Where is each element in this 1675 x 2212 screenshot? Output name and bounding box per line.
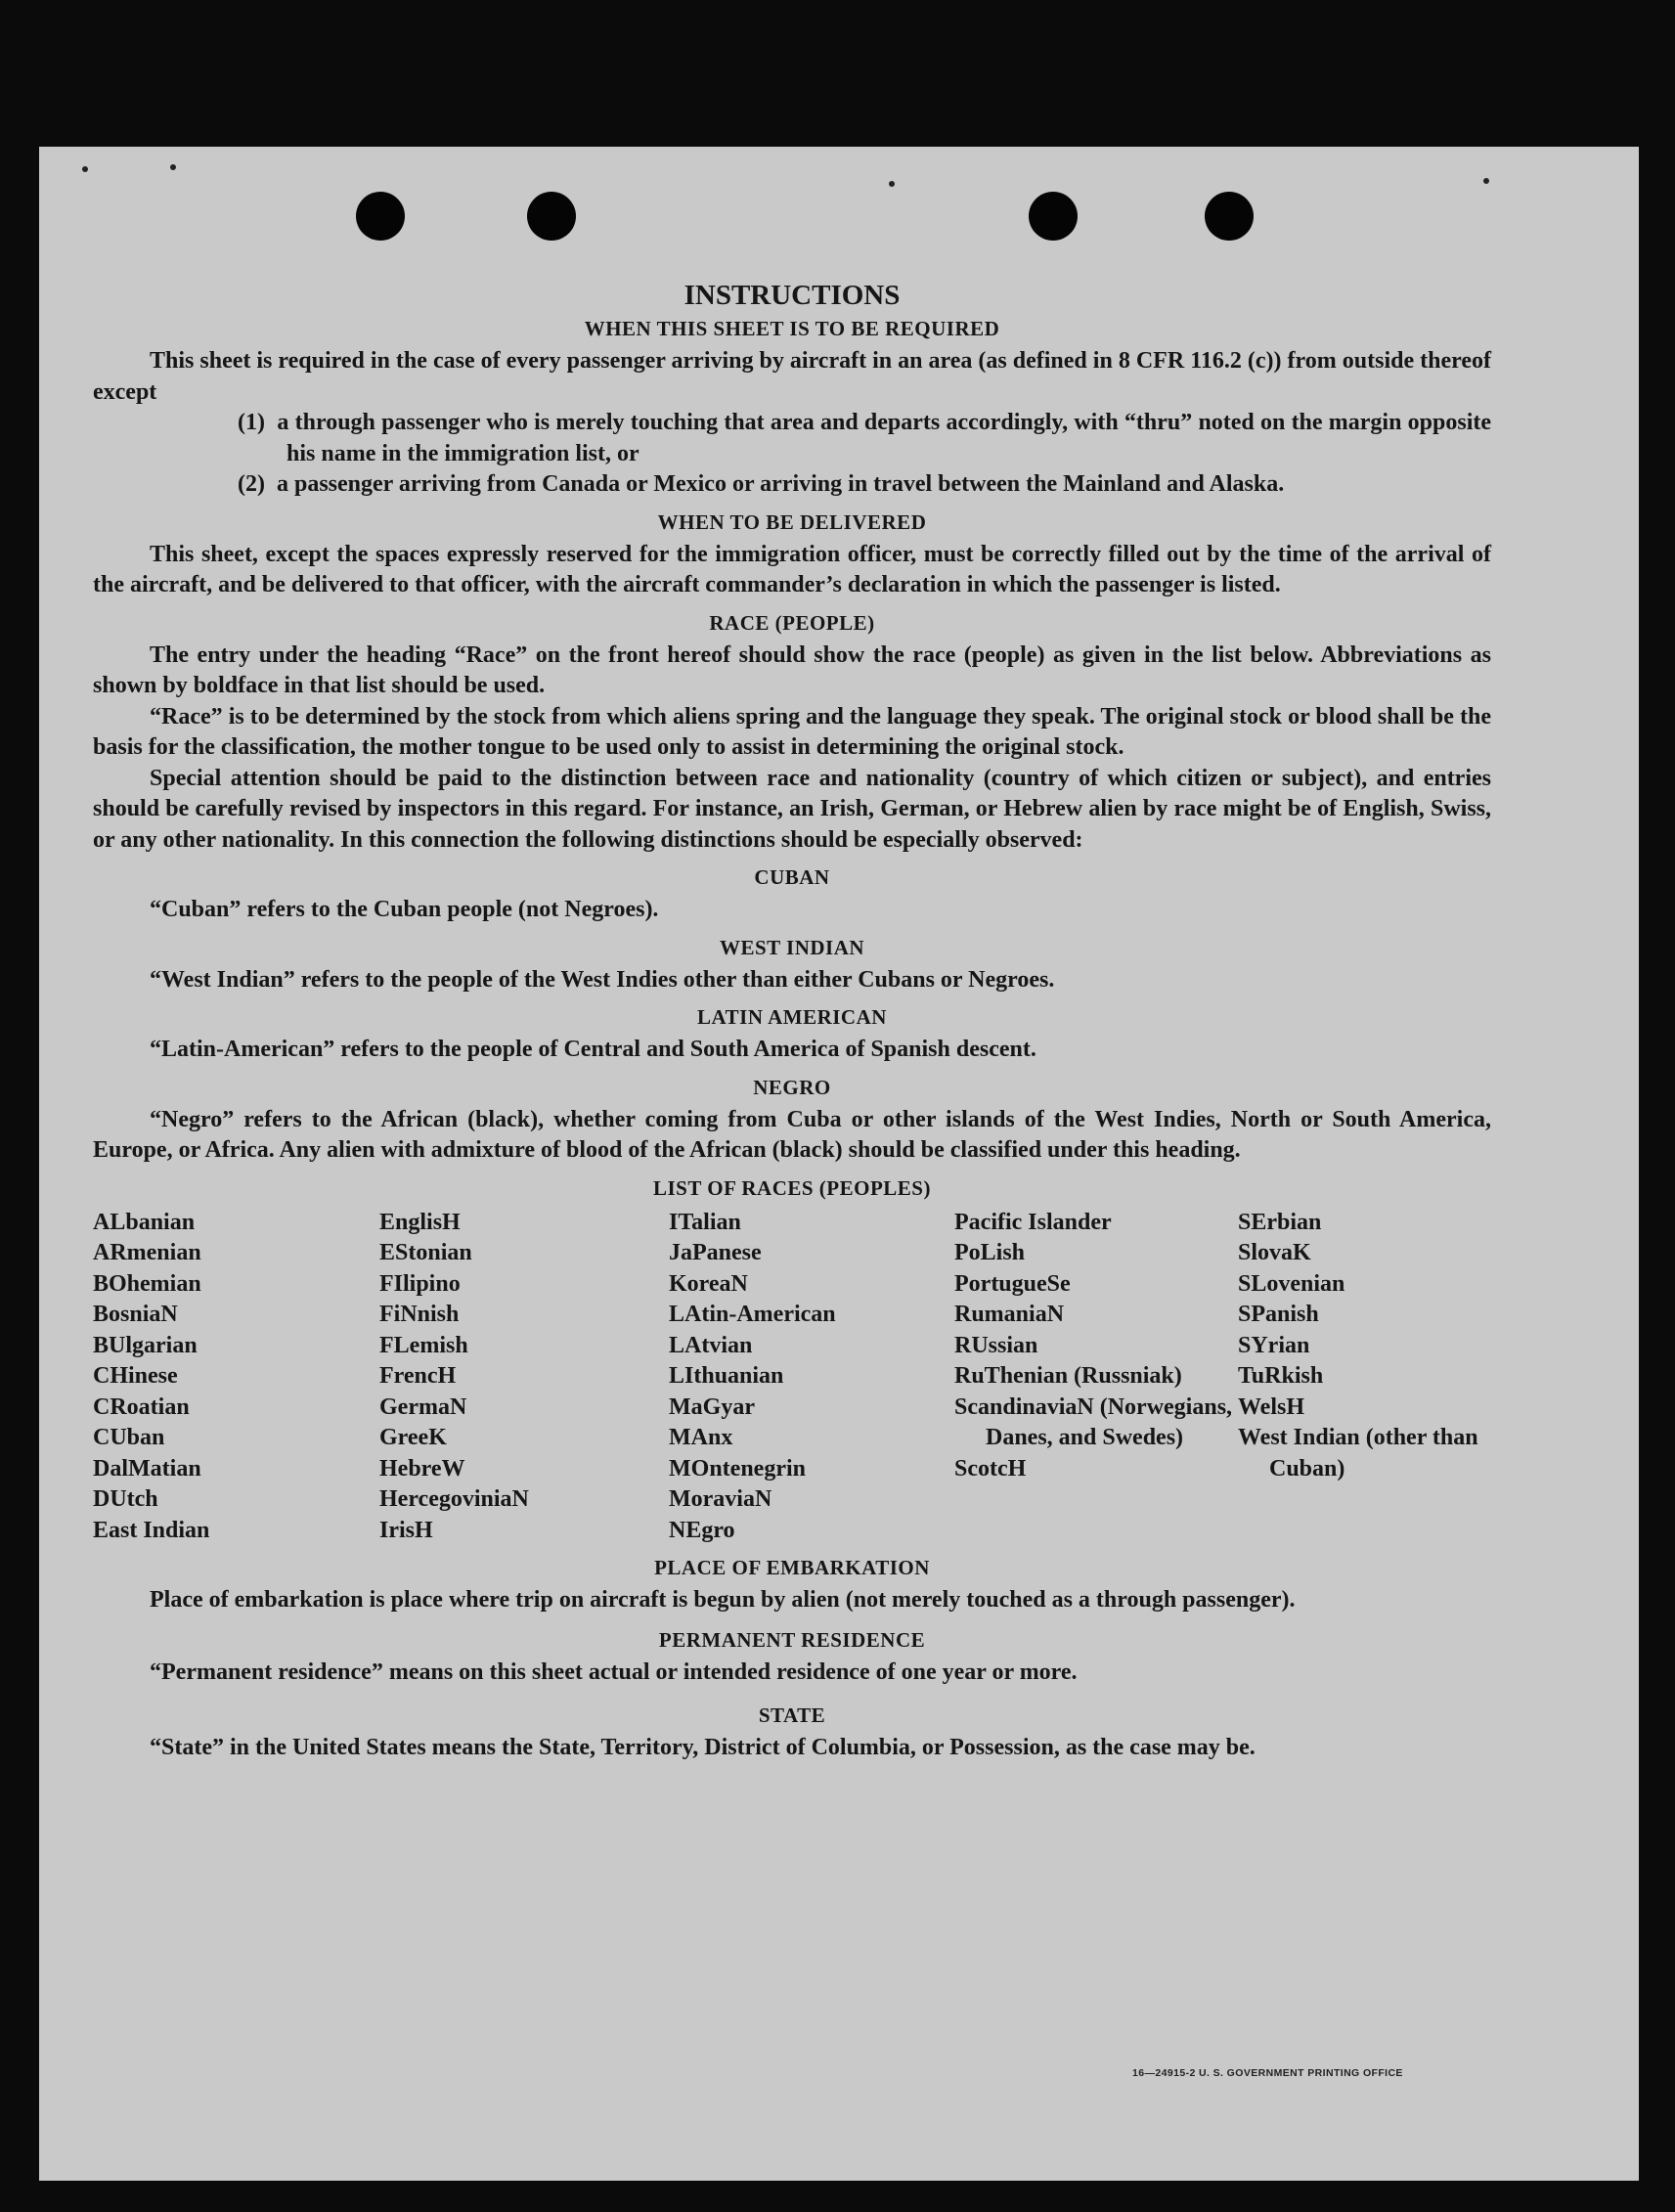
heading-negro: NEGRO [753,1075,831,1099]
race-entry: SlovaK [1238,1240,1311,1265]
race-entry: JaPanese [669,1240,762,1265]
race-entry: EStonian [379,1240,472,1265]
paragraph-race-3: Special attention should be paid to the distinction between race and nationality (country of which citizen or subject), and entries should be carefully revised by inspectors in this regard. For instance, an Irish, German, or Hebrew alien by race might be of English, Swiss, or any other nationality. In this connection the following distinctions should be especially observed: [93,765,1491,853]
races-column-2 [379,1208,669,1547]
race-entry: HercegoviniaN [379,1486,529,1512]
race-entry: West Indian (other than Cuban) [1238,1425,1478,1482]
race-entry: MAnx [669,1425,733,1450]
race-entry: FrencH [379,1363,457,1389]
punch-hole [1029,192,1078,241]
race-entry: EnglisH [379,1209,461,1235]
race-entry: TuRkish [1238,1363,1324,1389]
heading-state: STATE [758,1703,826,1727]
races-column-5 [1238,1208,1491,1547]
race-entry: WelsH [1238,1394,1305,1420]
race-entry: SYrian [1238,1332,1310,1358]
races-column-1 [93,1208,379,1547]
heading-race: RACE (PEOPLE) [709,610,875,635]
race-entry: MOntenegrin [669,1455,806,1482]
exception-item-2: (2) a passenger arriving from Canada or Mexico or arriving in travel between the Mainland and Alaska. [238,471,1285,497]
race-entry: FIlipino [379,1270,461,1297]
punch-hole [527,192,576,241]
race-entry: CRoatian [93,1394,190,1420]
race-entry: ScotcH [954,1455,1027,1482]
paragraph-latin-american: “Latin-American” refers to the people of Central and South America of Spanish descent. [150,1037,1036,1062]
paragraph-race-2: “Race” is to be determined by the stock from which aliens spring and the language they speak. The original stock or blood shall be the basis for the classification, the mother tongue to be used only to assist in determining the original stock. [93,703,1491,760]
race-entry: SErbian [1238,1209,1322,1235]
race-entry: LAtvian [669,1332,753,1358]
race-entry: LAtin-American [669,1302,836,1327]
heading-cuban: CUBAN [754,865,830,889]
race-entry: KoreaN [669,1270,748,1297]
heading-west-indian: WEST INDIAN [719,935,865,959]
race-entry: DUtch [93,1486,158,1512]
race-entry: RumaniaN [954,1302,1065,1327]
paragraph-embarkation: Place of embarkation is place where trip on aircraft is begun by alien (not merely touched as a through passenger). [150,1587,1296,1613]
speck [889,181,895,187]
race-entry: GreeK [379,1425,447,1450]
race-entry: East Indian [93,1517,210,1543]
race-entry: BUlgarian [93,1332,198,1358]
page-title: INSTRUCTIONS [683,280,901,311]
heading-embarkation: PLACE OF EMBARKATION [654,1556,930,1579]
race-entry: GermaN [379,1394,467,1420]
race-entry: IrisH [379,1517,433,1543]
paragraph-state: “State” in the United States means the State, Territory, District of Columbia, or Possession, as the case may be. [150,1735,1256,1760]
speck [82,166,88,172]
races-list [93,1208,1491,1547]
race-entry: MaGyar [669,1394,755,1420]
race-entry: ALbanian [93,1209,196,1235]
race-entry: ScandinaviaN (Norwegians, Danes, and Swedes) [954,1394,1233,1450]
race-entry: DalMatian [93,1455,201,1482]
punch-hole [1205,192,1254,241]
race-entry: ITalian [669,1209,741,1235]
paragraph-negro: “Negro” refers to the African (black), whether coming from Cuba or other islands of the West Indies, North or South America, Europe, or Africa. Any alien with admixture of blood of the African (black) should be classified under this heading. [93,1106,1491,1163]
race-entry: HebreW [379,1455,465,1482]
speck [170,164,176,170]
race-entry: LIthuanian [669,1363,784,1389]
paragraph-permanent-residence: “Permanent residence” means on this sheet actual or intended residence of one year or more. [150,1659,1078,1685]
race-entry: ARmenian [93,1240,201,1265]
races-column-3 [669,1208,954,1547]
race-entry: RuThenian (Russniak) [954,1363,1182,1389]
race-entry: FLemish [379,1332,468,1358]
heading-when-delivered: WHEN TO BE DELIVERED [657,509,927,534]
heading-permanent-residence: PERMANENT RESIDENCE [658,1627,926,1652]
paragraph-race-1: The entry under the heading “Race” on the front hereof should show the race (people) as given in the list below. Abbreviations as shown by boldface in that list should be used. [93,641,1491,698]
instructions-content [93,278,1491,1764]
paragraph-west-indian: “West Indian” refers to the people of the West Indies other than either Cubans or Negroes. [150,966,1055,993]
heading-latin-american: LATIN AMERICAN [697,1005,887,1029]
race-entry: CHinese [93,1363,178,1389]
punch-hole [356,192,405,241]
exception-item-1: (1) a through passenger who is merely touching that area and departs accordingly, with “thru” noted on the margin opposite his name in the immigration list, or [238,410,1491,466]
speck [1483,178,1489,184]
race-entry: BOhemian [93,1270,201,1297]
paragraph-cuban: “Cuban” refers to the Cuban people (not Negroes). [150,897,659,922]
race-entry: MoraviaN [669,1486,772,1512]
race-entry: CUban [93,1425,165,1450]
paragraph-when-delivered: This sheet, except the spaces expressly reserved for the immigration officer, must be correctly filled out by the time of the arrival of the aircraft, and be delivered to that officer, with the aircraft commander’s declaration in which the passenger is listed. [93,541,1491,597]
heading-list-of-races: LIST OF RACES (PEOPLES) [653,1175,931,1200]
race-entry: NEgro [669,1517,735,1543]
race-entry: PoLish [954,1240,1026,1265]
race-entry: SPanish [1238,1302,1319,1327]
paragraph-when-required: This sheet is required in the case of every passenger arriving by aircraft in an area (as defined in 8 CFR 116.2 (c)) from outside thereof except [93,348,1491,405]
heading-when-required: WHEN THIS SHEET IS TO BE REQUIRED [584,317,1000,340]
race-entry: SLovenian [1238,1270,1345,1297]
race-entry: BosniaN [93,1302,178,1327]
race-entry: PortugueSe [954,1270,1071,1297]
races-column-4 [954,1208,1238,1547]
race-entry: RUssian [954,1332,1038,1358]
race-entry: FiNnish [379,1302,460,1327]
printing-office-imprint: 16—24915-2 U. S. GOVERNMENT PRINTING OFFICE [1132,2067,1403,2079]
race-entry: Pacific Islander [954,1209,1112,1235]
